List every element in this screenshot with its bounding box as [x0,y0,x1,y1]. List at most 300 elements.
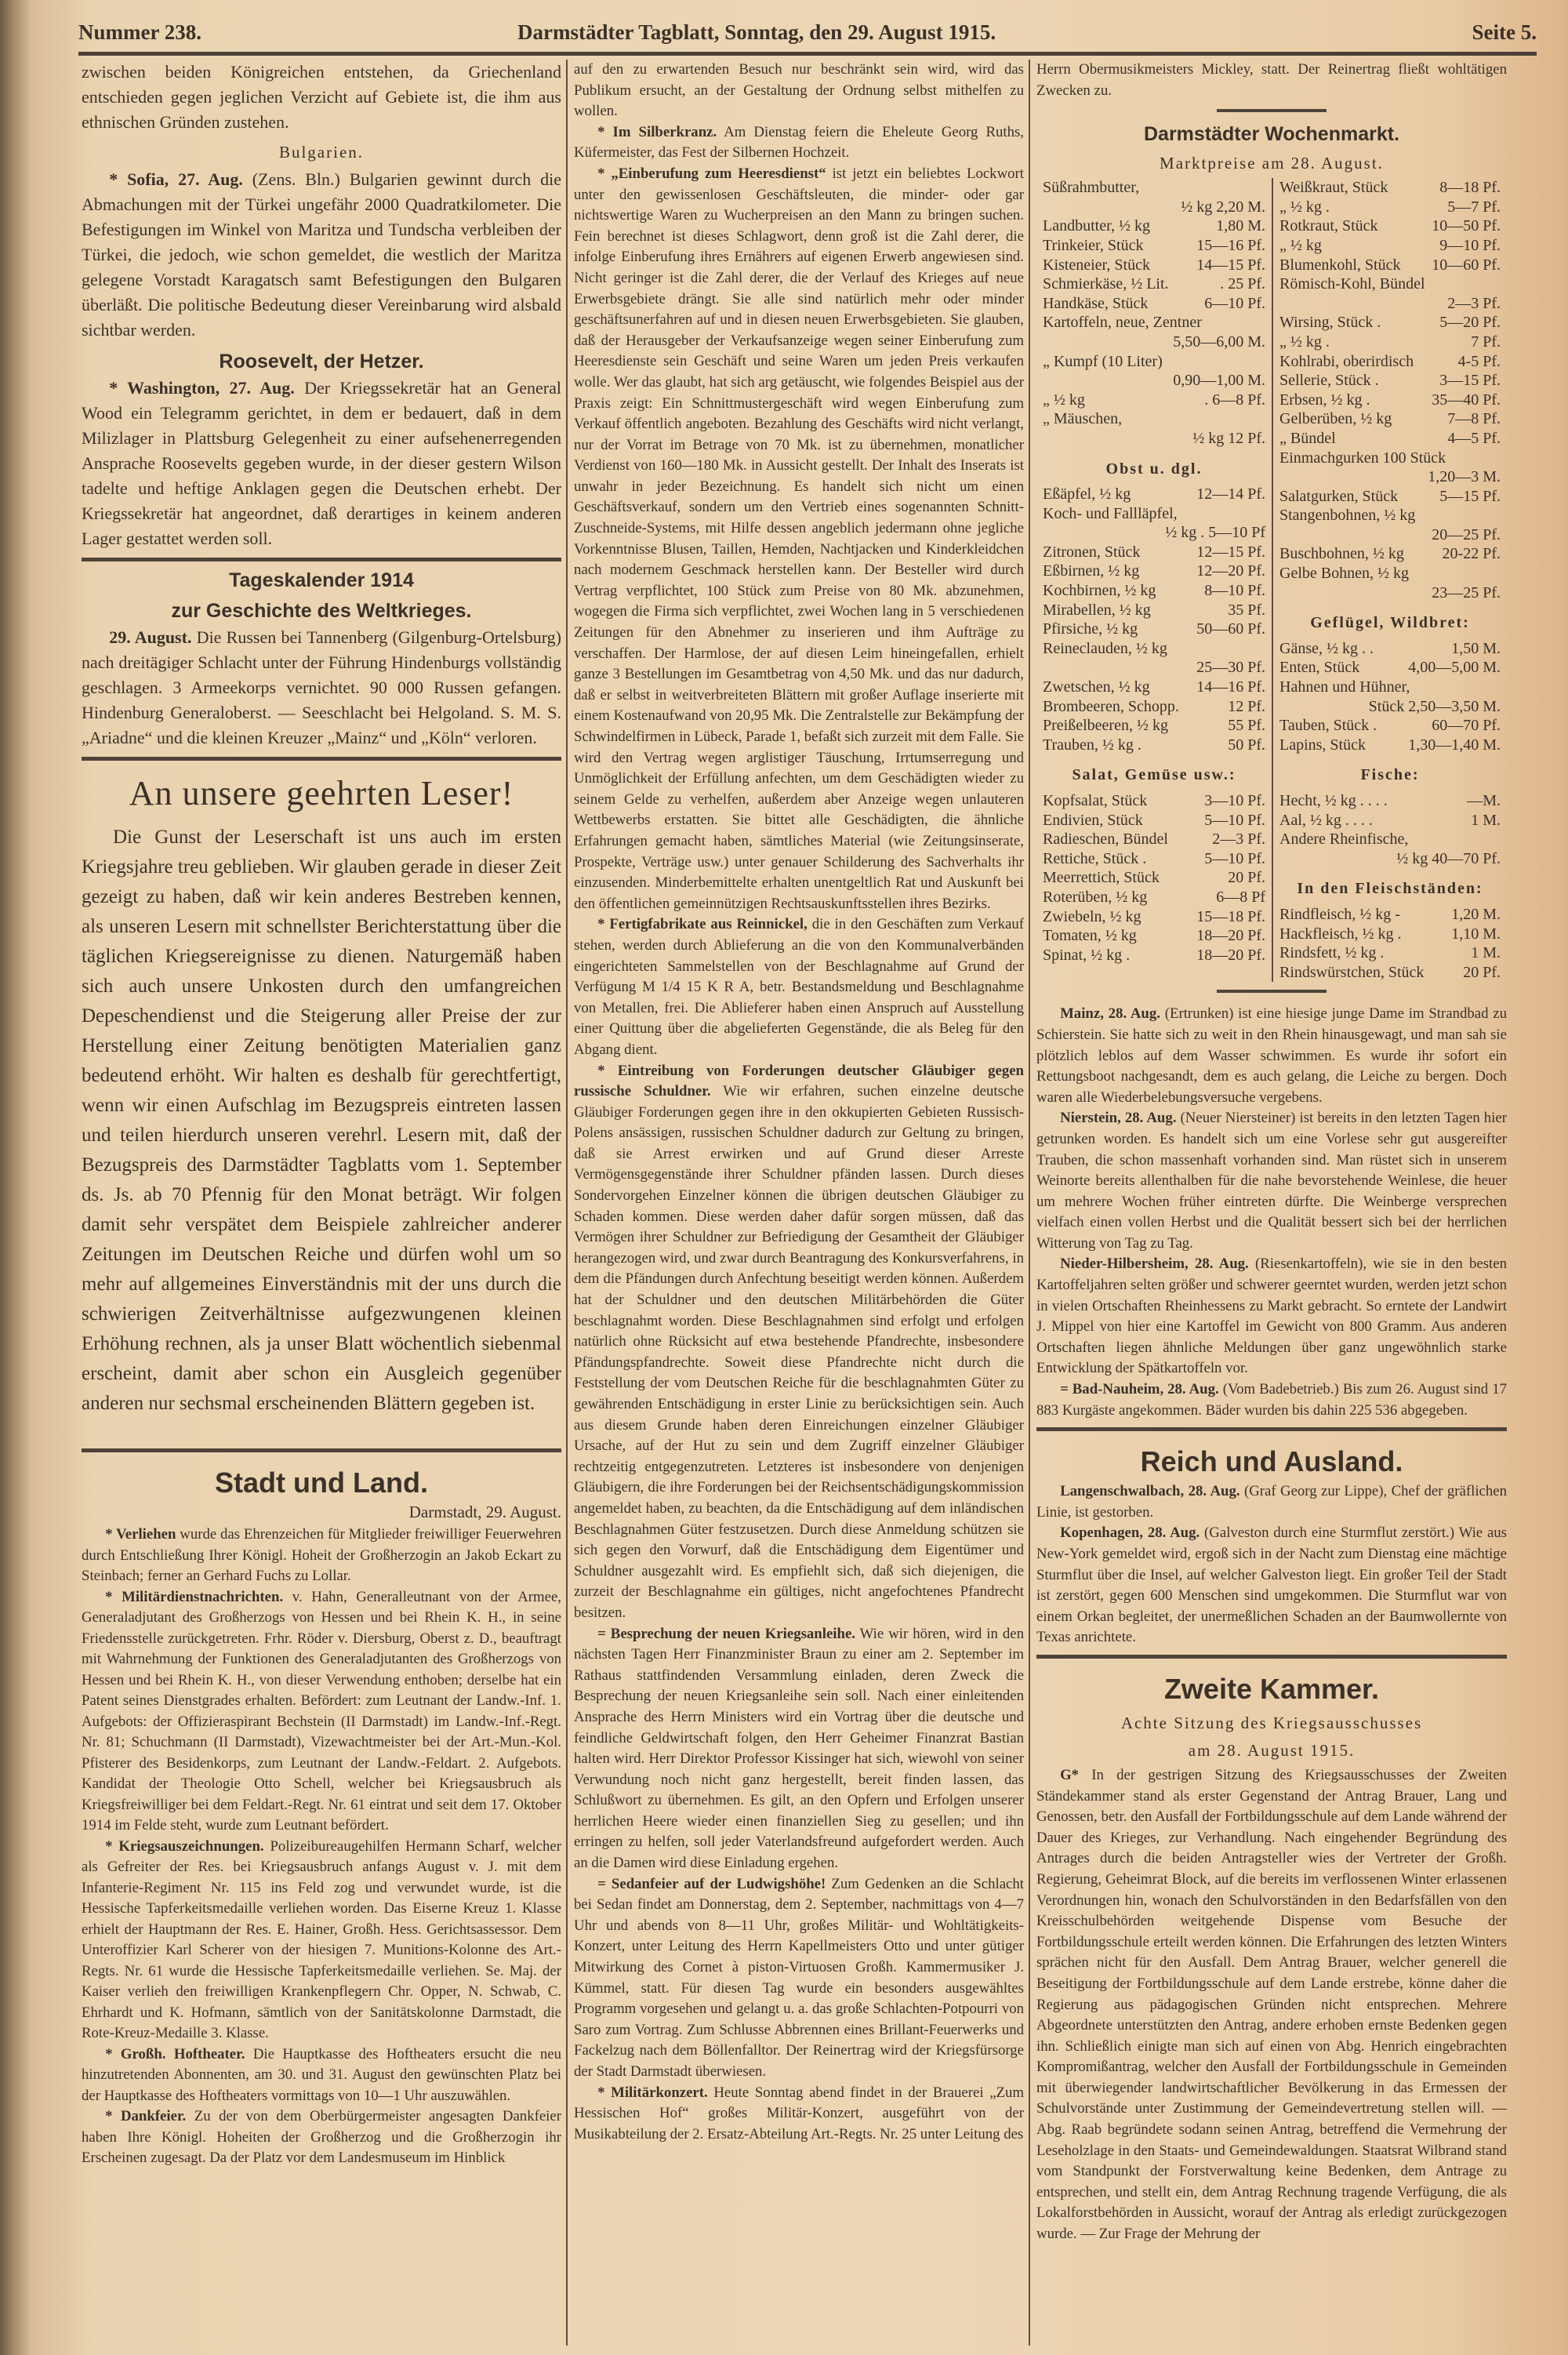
market-item: Eßbirnen, ½ kg [1043,562,1140,580]
market-price-row [1043,409,1265,429]
market-price-row [1279,198,1501,217]
paragraph-text [574,1624,1024,1874]
market-price: 7—8 Pf. [1447,410,1501,428]
market-price: Stück 2,50—3,50 M. [1368,697,1501,715]
page-number: Seite 5. [1472,20,1537,44]
market-item: Sellerie, Stück . [1279,372,1379,390]
market-item: Blumenkohl, Stück [1279,256,1401,274]
market-item: Salatgurken, Stück [1279,487,1399,505]
section-heading: An unsere geehrten Leser! [129,774,514,812]
section-heading: Darmstädter Wochenmarkt. [1143,123,1400,146]
article-body: Die Hauptkasse des Hoftheaters ersucht die neu hinzutretenden Abonnenten, am 30. und 31. August den gewünschten Platz bei der Hauptkasse des Hoftheaters vormittags von 10—1 Uhr auszuwählen. [82,2045,561,2104]
article-paragraph [574,60,1024,122]
market-price-row [1279,943,1501,963]
section-rule [82,757,561,761]
market-item: Lapins, Stück [1279,736,1366,754]
market-item: Preißelbeeren, ½ kg [1043,717,1168,735]
market-item: Tauben, Stück . [1279,717,1377,735]
market-item: Stangenbohnen, ½ kg [1279,507,1416,525]
paragraph-text [1036,1481,1507,1523]
market-price: 6—10 Pf. [1204,294,1265,312]
market-price-row [1043,236,1265,256]
article-paragraph [82,625,561,750]
market-price-row [1043,543,1265,562]
article-lead: * Eintreibung von Forderungen deutscher Gläubiger gegen russische Schuldner. [574,1062,1024,1100]
section-heading: Roosevelt, der Hetzer. [219,351,424,373]
market-price: 5—10 Pf. [1204,849,1265,867]
market-price: 18—20 Pf. [1196,927,1265,945]
market-price: 3—10 Pf. [1204,792,1265,809]
market-price-row [1279,564,1501,583]
market-item: Roterüben, ½ kg [1043,888,1148,906]
market-price-row [1043,178,1265,198]
paragraph-text [1036,60,1507,101]
section-rule [1036,1655,1507,1659]
article-paragraph [82,2044,561,2107]
market-price: 4,00—5,00 M. [1408,659,1501,677]
market-price: 1,50 M. [1451,639,1501,657]
market-price-row [1043,791,1265,811]
article-paragraph [574,1061,1024,1624]
article-body: Am Dienstag feiern die Eheleute Georg Ruths, Küfermeister, das Fest der Silbernen Hochzeit. [574,123,1025,162]
market-price: 20-22 Pf. [1442,545,1501,563]
market-item: „ ½ kg . [1279,333,1330,351]
article-body: (Galveston durch eine Sturmflut zerstört.) Wie aus New-York gemeldet wird, ergoß sich in der Nacht zum Dienstag eine mächtige Sturmflut über die Insel, auf welcher Galveston liegt. Ein großer Teil der Stadt ist zerstört, gegen 600 Menschen sind umgekommen. Die Sturmflut war von einem Orkan begleitet, der unermeßlichen Schaden an der Baumwollernte von Texas anrichtete. [1036,1525,1507,1646]
spacer [82,1419,561,1442]
article-paragraph [1036,1108,1507,1254]
market-price-row [1043,429,1265,449]
market-price-row [1279,409,1501,429]
paragraph-text [1036,1108,1507,1254]
article-body: Die Gunst der Leserschaft ist uns auch im ersten Kriegsjahre treu geblieben. Wir glauben gerade in dieser Zeit gezeigt zu haben, daß wir kein anderes Bestreben kennen, als unseren Lesern mit schnellster Berichterstattung über die täglichen Kriegsereignisse zu dienen. Naturgemäß haben sich auch unsere Unkosten durch den umfangreichen Depeschendienst und die Steigerung aller Preise der zur Herstellung einer Zeitung benötigten Materialien ganz bedeutend erhöht. Wir halten es deshalb für gerechtfertigt, wenn wir einen Aufschlag im Bezugspreis eintreten lassen und teilen hierdurch unseren verehrl. Lesern mit, daß der Bezugspreis des Darmstädter Tagblatts vom 1. September ds. Js. ab 70 Pfennig für den Monat beträgt. Wir folgen damit sehr verspätet dem Beispiele zahlreicher anderer Zeitungen im Deutschen Reiche und dürfen wohl um so mehr auf allgemeines Einverständnis mit der uns durch die schwierigen Zeitverhältnisse aufgezwungenen kleinen Erhöhung rechnen, als ja unser Blatt wöchentlich siebenmal erscheint, damit aber schon ein Ausgleich gegenüber anderen nur sechsmal erscheinenden Blättern gegeben ist. [82,827,561,1414]
article-paragraph [574,914,1024,1060]
paragraph-text [574,122,1024,164]
article-body: (Zens. Bln.) Bulgarien gewinnt durch die Abmachungen mit der Türkei ungefähr 2000 Quadratkilometer. Die Befestigungen im Winkel von Maritza und Tundscha verbleiben der Türkei, die jedoch, wie schon gemeldet, die westlich der Maritza gelegene Vorstadt Karagatsch samt Befestigungen den Bulgaren überläßt. Die politische Bedeutung dieser Vereinbarung wird alsbald sichtbar werden. [82,169,561,340]
article-body: (Graf Georg zur Lippe), Chef der gräflichen Linie, ist gestorben. [1036,1483,1507,1521]
article-lead: * Fertigfabrikate aus Reinnickel, [597,916,808,933]
market-price-row [1043,811,1265,830]
market-category-heading: Fische: [1360,766,1420,784]
section-heading: Stadt und Land. [215,1466,428,1499]
market-price: ½ kg 2,20 M. [1181,198,1265,216]
market-price: 12—20 Pf. [1196,562,1265,580]
column-divider [1029,60,1030,2346]
market-price: 1,20 M. [1451,905,1501,923]
market-item: Spinat, ½ kg . [1043,946,1131,964]
market-price-row [1043,926,1265,946]
market-price: ½ kg 40—70 Pf. [1396,849,1501,867]
paragraph-text [574,1874,1024,2083]
market-price: —M. [1467,792,1501,809]
market-price-row [1279,294,1501,314]
market-item: „ Kumpf (10 Liter) [1043,352,1163,370]
market-item: Rotkraut, Stück [1279,217,1378,235]
market-category-heading: Salat, Gemüse usw.: [1072,766,1236,784]
article-lead: * Dankfeier. [105,2108,187,2124]
article-lead: * Militärdienstnachrichten. [105,1588,284,1605]
market-subcolumn [1272,178,1507,982]
market-price: 5—15 Pf. [1439,487,1501,505]
market-price-row [1043,678,1265,697]
market-category-heading: Geflügel, Wildbret: [1310,614,1470,632]
market-price: 20 Pf. [1228,869,1265,887]
market-price: 50 Pf. [1228,736,1265,754]
market-price: 12—15 Pf. [1196,543,1265,561]
market-price: 8—10 Pf. [1204,582,1265,600]
paragraph-text [1036,1254,1507,1379]
market-price-row [1043,868,1265,888]
article-lead: = Besprechung der neuen Kriegsanleihe. [597,1625,855,1642]
article-body: Wie wir erfahren, suchen einzelne deutsche Gläubiger Forderungen gegen ihre in den okkupierten Gebieten Russisch-Polens ansässigen, russischen Schuldner dadurch zur Geltung zu bringen, daß sie Arrest erwirken und auf Grund dieser Arreste Vermögensgegenstände ihrer Schuldner pfänden lassen. Durch dieses Sondervorgehen Einzelner können die übrigen deutschen Gläubiger zu Schaden kommen. Diese werden daher dafür sorgen müssen, daß das Vermögen ihrer Schuldner zur Befriedigung der Gesamtheit der Gläubiger herangezogen wird, und zwar durch Beantragung des Konkursverfahrens, in dem die Pfändungen durch Anfechtung beseitigt werden können. Außerdem hat der Schuldner und den deutschen Militärbehörden die Güter beschlagnahmt worden. Diese Beschlagnahmen sind erfolgt und erfolgen natürlich ohne Rücksicht auf etwa bestehende Pfandrechte, insbesondere Pfändungspfandrechte. Soweit diese Pfandrechte nicht durch die Feststellung der vom Deutschen Reiche für die beschlagnahmten Güter zu gewährenden Entschädigung in erster Linie zu berücksichtigen sein. Auch aus diesem Grunde haben deren Einreichungen einzelner Gläubiger Ursache, auf der Hut zu sein und dem Zugriff einzelner Gläubiger rechtzeitig entgegenzutreten. Letzteres ist insbesondere von denjenigen Gläubigern, die ihre Forderungen bei der Reichsentschädigungskommission angemeldet haben, zu beachten, da die Entschädigung auf dem inländischen Beschlagnahmen Güter festzusetzen. Durch diese Anmeldung schützen sie sich gegen den Vorwurf, daß die Entschädigung dem Eigentümer und Schuldner ausgezahlt wird. Es empfiehlt sich, daß sich diejenigen, die zurzeit der Beschlagnahme ein gültiges, nicht angefochtenes Pfandrecht besitzen. [574,1083,1024,1621]
market-price: 4-5 Pf. [1457,352,1501,370]
market-price-table [1036,178,1507,982]
section-heading: Marktpreise am 28. August. [1160,154,1384,173]
issue-number: Nummer 238. [78,20,201,44]
market-item: Aal, ½ kg . . . . [1279,811,1373,829]
article-paragraph [82,823,561,1419]
market-price-row [1043,294,1265,314]
market-item: Handkäse, Stück [1043,294,1149,312]
market-price-row [1043,888,1265,907]
market-price-row [1043,736,1265,755]
market-price: 7 Pf. [1471,333,1501,351]
market-price: 1,10 M. [1451,925,1501,943]
article-paragraph [574,2083,1024,2146]
article-lead: * Kriegsauszeichnungen. [105,1837,264,1855]
market-price-row [1043,581,1265,601]
market-price-row [1279,256,1501,275]
paragraph-text [82,60,561,135]
market-price: 12 Pf. [1228,697,1265,715]
article-body: zwischen beiden Königreichen entstehen, da Griechenland entschieden gegen jeglichen Verzicht auf Gebiete ist, die ihm aus ethnischen Gründen zustehen. [82,62,561,132]
market-item: Endivien, Stück [1043,811,1143,829]
market-item: Schmierkäse, ½ Lit. [1043,275,1169,293]
market-item: Brombeeren, Schopp. [1043,697,1179,715]
market-price: 6—8 Pf [1216,888,1265,906]
market-price-row [1279,178,1501,198]
market-price-row [1279,371,1501,391]
market-item: Eßäpfel, ½ kg [1043,485,1131,503]
market-subcolumn [1036,178,1272,982]
paragraph-text [1036,1523,1507,1648]
article-paragraph [1036,1004,1507,1108]
market-price: 1,80 M. [1216,217,1265,235]
market-item: Einmachgurken 100 Stück [1279,449,1446,467]
market-item: Koch- und Fallläpfel, [1043,504,1178,522]
market-item: Enten, Stück [1279,659,1360,677]
market-price-row [1043,601,1265,620]
market-price-row [1043,561,1265,581]
short-divider [1217,109,1327,112]
market-item: Gelberüben, ½ kg [1279,410,1392,428]
article-body: Herrn Obermusikmeisters Mickley, statt. Der Reinertrag fließt wohltätigen Zwecken zu. [1036,61,1507,99]
market-item: „ Mäuschen, [1043,410,1123,428]
article-lead: Langenschwalbach, 28. Aug. [1060,1483,1240,1500]
market-price-row [1279,658,1501,678]
market-price: 1 M. [1471,944,1501,962]
market-price-row [1043,198,1265,217]
market-item: Rettiche, Stück . [1043,849,1147,867]
market-item: Kartoffeln, neue, Zentner [1043,314,1202,332]
market-price-row [1043,256,1265,275]
market-price-row [1279,736,1501,755]
market-price: 1,20—3 M. [1428,468,1501,486]
market-price-row [1279,963,1501,983]
market-price-row [1043,352,1265,372]
market-price-row [1279,313,1501,333]
article-paragraph [1036,1481,1507,1523]
market-price-row [1279,849,1501,869]
market-price-row [1043,946,1265,965]
paragraph-text [82,2106,561,2169]
market-price-row [1279,544,1501,564]
market-item: Wirsing, Stück . [1279,314,1381,332]
paragraph-text [82,2044,561,2107]
article-paragraph [82,1837,561,2044]
market-price-row [1043,658,1265,678]
market-price: ½ kg 12 Pf. [1192,429,1265,447]
paragraph-text [82,1837,561,2044]
market-price: 5,50—6,00 M. [1173,333,1265,351]
market-item: Meerrettich, Stück [1043,869,1160,887]
market-price: 20 Pf. [1463,963,1501,981]
market-price-row [1279,811,1501,830]
article-lead: * Großh. Hoftheater. [105,2045,245,2062]
market-item: „ ½ kg . [1279,198,1330,216]
market-price-row [1279,506,1501,525]
article-body: Die Russen bei Tannenberg (Gilgenburg-Ortelsburg) nach dreitägiger Schlacht unter der Führung Hindenburgs vollständig geschlagen. 3 Armeekorps vernichtet. 90 000 Russen gefangen. Hindenburg Generaloberst. — Seeschlacht bei Helgoland. S. M. S. „Ariadne“ und die kleinen Kreuzer „Mainz“ und „Köln“ verloren. [82,627,561,747]
market-price-row [1043,313,1265,333]
paragraph-text [1036,1004,1507,1108]
market-price-row [1043,697,1265,717]
column-divider [566,60,568,2346]
market-price-row [1043,485,1265,504]
market-item: Landbutter, ½ kg [1043,217,1150,235]
market-item: Trinkeier, Stück [1043,236,1144,254]
article-body: wurde das Ehrenzeichen für Mitglieder freiwilliger Feuerwehren durch Entschließung Ihrer Königl. Hoheit der Großherzogin an Jakob Eckart zu Steinbach; ferner an Gerhard Fuchs zu Lollar. [82,1526,561,1584]
article-body: (Neuer Niersteiner) ist bereits in den letzten Tagen hier getrunken worden. Es handelt sich um eine Vorlese sehr gut ausgereifter Trauben, die schon massenhaft vorhanden sind. Man rüstet sich in unserem Weinorte bereits allenthalben für die nahe bevorstehende Weinlese, die heuer um mehrere Wochen früher eintreten dürfte. Die Weinberge versprechen vielfach einen vollen Herbst und die Qualität bessert sich bei der herrlichen Witterung von Tag zu Tag. [1036,1110,1507,1252]
section-heading: am 28. August 1915. [1188,1740,1356,1760]
market-price-row [1279,925,1501,944]
column-left [82,60,561,2169]
article-lead: Mainz, 28. Aug. [1060,1005,1160,1023]
short-divider [1217,990,1327,993]
market-item: Süßrahmbutter, [1043,179,1140,197]
market-item: Buschbohnen, ½ kg [1279,545,1404,563]
market-price-row [1043,523,1265,543]
article-paragraph [1036,1765,1507,2245]
article-paragraph [1036,1254,1507,1379]
market-price: 2—3 Pf. [1447,294,1501,312]
market-price: 50—60 Pf. [1196,620,1265,638]
market-item: Zitronen, Stück [1043,543,1141,561]
market-price: . 25 Pf. [1220,275,1265,293]
article-paragraph [82,1587,561,1837]
market-price-row [1279,791,1501,811]
market-item: Weißkraut, Stück [1279,179,1388,197]
market-item: Zwiebeln, ½ kg [1043,907,1142,925]
paragraph-text [574,60,1024,122]
market-item: Andere Rheinfische, [1279,830,1409,849]
market-price: 5—10 Pf. [1204,811,1265,829]
market-price: 1 M. [1471,811,1501,829]
market-price: 3—15 Pf. [1439,372,1501,390]
market-price: 9—10 Pf. [1439,236,1501,254]
market-item: Erbsen, ½ kg . [1279,391,1370,409]
article-lead: G* [1060,1766,1080,1783]
market-price-row [1043,371,1265,391]
article-lead: * Militärkonzert. [597,2084,708,2101]
market-item: Rindfleisch, ½ kg - [1279,905,1400,923]
market-price: 4—5 Pf. [1447,429,1501,447]
market-item: „ Bündel [1279,429,1336,447]
article-body: Wie wir hören, wird in den nächsten Tagen Herr Finanzminister Braun zu einer am 2. September im Rathaus stattfindenden Versammlung einladen, deren Zweck die Besprechung der neuen Kriegsanleihe sein soll. Nach einer einleitenden Ansprache des Herrn Ministers wird ein Vortrag über die deutsche und feindliche Geldwirtschaft folgen, den Herr Geheimer Finanzrat Bastian halten wird. Herr Direktor Professor Kissinger hat sich, wiewohl von seiner Verwundung noch nicht ganz hergestellt, bereit finden lassen, das Schlußwort zu übernehmen. Es gilt, an den Opfern und Erfolgen unserer herrlichen Heere wieder einen finanziellen Sieg zu gesellen; und ihn erringen zu helfen, soll jeder Vaterlandsfreund aufgefordert werden. Auch an die Damen wird diese Einladung ergehen. [574,1625,1024,1872]
market-price-row [1279,429,1501,449]
market-price-row [1279,449,1501,468]
market-price-row [1279,487,1501,507]
market-price-row [1279,639,1501,659]
article-paragraph [82,1525,561,1587]
market-price: 10—50 Pf. [1432,217,1501,235]
article-paragraph [574,1874,1024,2083]
market-price-row [1279,391,1501,410]
paragraph-text [82,376,561,551]
market-item: Mirabellen, ½ kg [1043,601,1151,619]
article-lead: * „Einberufung zum Heeresdienst“ [597,165,826,182]
masthead-rule [78,52,1537,56]
market-price-row [1043,620,1265,639]
section-heading: Bulgarien. [278,143,365,162]
market-price: 18—20 Pf. [1196,946,1265,964]
paragraph-text [82,167,561,343]
article-body: Zu der von dem Oberbürgermeister angesagten Dankfeier haben Ihre Königl. Hoheiten der Großherzog und die Großherzogin ihr Erscheinen zugesagt. Da der Platz vor dem Landesmuseum im Hinblick [82,2108,561,2166]
market-price-row [1043,391,1265,410]
market-price-row [1279,583,1501,603]
article-lead: 29. August. [109,627,192,647]
paragraph-text [574,164,1024,914]
market-price-row [1043,333,1265,352]
column-right [1036,60,1507,2245]
article-lead: = Sedanfeier auf der Ludwigshöhe! [597,1875,826,1892]
market-item: Reineclauden, ½ kg [1043,639,1167,657]
paragraph-text [82,1587,561,1837]
section-rule [82,558,561,561]
paragraph-text [1036,1379,1507,1421]
market-item: „ ½ kg [1279,236,1322,254]
market-price: 1,30—1,40 M. [1408,736,1501,754]
market-item: Kisteneier, Stück [1043,256,1150,274]
market-price: 23—25 Pf. [1432,583,1501,601]
market-price: . 6—8 Pf. [1204,391,1265,409]
section-rule [82,1448,561,1452]
paragraph-text [82,625,561,750]
market-price: 14—15 Pf. [1196,256,1265,274]
market-price: 35—40 Pf. [1432,391,1501,409]
market-item: Hahnen und Hühner, [1279,678,1410,696]
article-body: Der Kriegssekretär hat an General Wood ein Telegramm gerichtet, in dem er bedauert, daß in dem Milizlager in Plattsburg Gelegenheit zu einer aufsehenerregenden Ansprache Roosevelts gegeben wurde, in der dieser gestern Wilson tadelte und heftige Anklagen gegen die Deutschen erhebt. Der Kriegssekretär hat angeordnet, daß derartiges in keinem anderen Lager gestattet werden soll. [82,378,561,548]
market-price-row [1043,639,1265,659]
article-body: (Vom Badebetrieb.) Bis zum 26. August sind 17 883 Kurgäste angekommen. Bäder wurden bis dahin 225 536 abgegeben. [1036,1381,1507,1419]
market-price: 8—18 Pf. [1439,179,1501,197]
article-lead: * Washington, 27. Aug. [109,378,295,398]
market-price-row [1279,274,1501,294]
market-price-row [1043,216,1265,236]
paragraph-text [574,2083,1024,2146]
article-paragraph [1036,1523,1507,1648]
market-price: 10—60 Pf. [1432,256,1501,274]
market-price-row [1279,697,1501,717]
article-lead: Nierstein, 28. Aug. [1060,1110,1177,1127]
section-heading: Reich und Ausland. [1140,1445,1403,1478]
market-price-row [1279,216,1501,236]
market-item: Römisch-Kohl, Bündel [1279,275,1425,293]
market-item: Radieschen, Bündel [1043,830,1168,849]
market-price: 5—20 Pf. [1439,314,1501,332]
article-lead: * Im Silberkranz. [597,123,717,140]
market-item: Kopfsalat, Stück [1043,792,1148,809]
column-middle [574,60,1024,2145]
market-item: Trauben, ½ kg . [1043,736,1142,754]
market-price: 60—70 Pf. [1432,717,1501,735]
market-price: 20—25 Pf. [1432,525,1501,543]
section-heading: Zweite Kammer. [1163,1672,1380,1705]
market-price: 15—18 Pf. [1196,907,1265,925]
article-body: Zum Gedenken an die Schlacht bei Sedan findet am Donnerstag, dem 2. September, nachmittags von 4—7 Uhr und abends von 8—11 Uhr, großes Militär- und Wohltätigkeits-Konzert, unter Leitung des Herrn Kapellmeisters Otto und unter gütiger Mitwirkung des Cornet à piston-Virtuosen Großh. Kammermusiker J. Kümmel, statt. Für diesen Tag wurde ein besonders ausgewähltes Programm vorgesehen und gelangt u. a. das große Schlachten-Potpourri von Saro zum Vortrag. Zum Schlusse Abbrennen eines Brillant-Feuerwerks und Fackelzug nach dem Böllenfalltor. Der Reinertrag wird der Kriegsfürsorge der Stadt Darmstadt überwiesen. [574,1875,1024,2080]
market-price: 35 Pf. [1228,601,1265,619]
market-price-row [1279,333,1501,352]
article-body: (Riesenkartoffeln), wie sie in den besten Kartoffeljahren selten größer und schwerer geerntet wurden, werden jetzt schon in vielen Ortschaften Rheinhessens zu Markt gebracht. So erntete der Landwirt J. Mippel von hier eine Kartoffel im Gewicht von 800 Gramm. Aus anderen Ortschaften liegen ähnliche Meldungen über ganz ungewöhnlich starke Entwicklung der Spätkartoffeln vor. [1036,1256,1507,1377]
article-paragraph [82,2106,561,2169]
article-body: die in den Geschäften zum Verkauf stehen, werden durch Ablieferung an die von den Kommunalverbänden eingerichteten Sammelstellen von der Beschlagnahme auf Grund der Verfügung M 1/4 15 K R A, betr. Bestandsmeldung und Beschlagnahme von Metallen, frei. Die Ablieferer haben einen Anspruch auf Ausstellung einer Quittung über die abgelieferten Gegenstände, die als Beleg für den Abgang dient. [574,916,1024,1058]
paragraph-text [82,823,561,1419]
article-body: ist jetzt ein beliebtes Lockwort unter den gewissenlosen Geschäftsleuten, die minder- oder gar nichtswertige Waren zu Wucherpreisen an den Mann zu bringen suchen. Fein berechnet ist dieses Schlagwort, denn groß ist die Zahl derer, die infolge Einberufung ihres Ernährers auf eigenen Erwerb angewiesen sind. Nicht geringer ist die Zahl derer, die der Verlauf des Krieges auf neue Erwerbsgebiete drängt. Sie alle sind natürlich mehr oder minder geschäftsunerfahren auf und in diesen neuen Erwerbsgebieten. Sie glauben, daß der Herausgeber der Verkaufsanzeige wegen seiner Einberufung zum Heeresdienste sein Geschäft und seine Waren um jeden Preis verkaufen wolle. Wer das glaubt, hat sich arg getäuscht, wie folgendes Beispiel aus der Praxis zeigt: Ein Schnittmustergeschäft wird wegen Einberufung zum Verkauf öffentlich angeboten. Bezahlung des Geschäfts wird nicht verlangt, nur der Vorrat im Betrage von 70 Mk. ist zu übernehmen, monatlicher Verdienst von 160—180 Mk. in Aussicht gestellt. Der Inhalt des Inserats ist unwahr in jeder Bezeichnung. Es handelt sich nicht um einen Geschäftsverkauf, sondern um den Vertrieb eines sogenannten Schnitt-Zuschneide-Systems, mit Hilfe dessen angeblich jedermann ohne jegliche Vorkenntnisse Blusen, Taillen, Hemden, Nachtjacken und Kinderkleidchen nach modernem Geschmack herstellen kann. Der Besteller wird durch Vertrag verpflichtet, 100 Stück zum Preise von 80 Mk. abzunehmen, wogegen die Firma sich verpflichtet, zwei Wochen lang in 5 verschiedenen Zeitungen für den Abnehmer zu inserieren und ihm Aufträge zu verschaffen. Der Harmlose, der auf diesen Leim hineingefallen, erhielt ganze 3 Bestellungen im Gesamtbetrag von 4,50 Mk. und das nur dadurch, daß er selbst in weitverbreiteten Blättern mit großer Auflage inserierte mit einem Kostenaufwand von 20,95 Mk. Die Zentralstelle zur Bekämpfung der Schwindelfirmen in Lübeck, Parade 1, befaßt sich zurzeit mit dem Falle. Sie wird den Vertrag wegen arglistiger Täuschung, Irrtumserregung und Unmöglichkeit der Erfüllung anfechten, um dem Geschädigten wieder zu seinem Gelde zu verhelfen, außerdem aber Anzeige wegen unlauteren Wettbewerbs erstatten. Sie bittet alle Geschädigten, die ähnliche Erfahrungen gemacht haben, sämtliches Material (wie Zeitungsinserate, Prospekte, Verträge usw.) unter genauer Schilderung des Sachverhalts ihr einzusenden. Minderbemittelte erhalten unentgeltlich Rat und Auskunft bei den öffentlichen gemeinnützigen Rechtsauskunftsstellen ihres Bezirks. [574,165,1024,912]
article-body: In der gestrigen Sitzung des Kriegsausschusses der Zweiten Ständekammer stand als erster Gegenstand der Antrag Brauer, Lang und Genossen, betr. den Ausfall der Fortbildungsschule auf dem Lande während der Dauer des Krieges, zur Verhandlung. Nach eingehender Begründung des Antrages durch die beiden Antragsteller wies der Vertreter der Großh. Regierung, Geheimrat Block, auf die bereits im verflossenen Winter erlassenen Verordnungen hin, wonach den Schulvorständen in den Bedarfsfällen von den Kreisschulbehörden weitgehende Dispense vom Besuche der Fortbildungsschule erteilt werden können. Die Erfahrungen des letzten Winters sprächen nicht für den Ausfall. Dem Antrag Brauer, welcher generell die Beseitigung der Fortbildungsschule auf dem Lande erstrebe, könne daher die Regierung aus pädagogischen Gründen nicht entsprechen. Mehrere Abgeordnete unterstützten den Antrag, andere erhoben ernste Bedenken gegen ihn. Schließlich einigte man sich auf einen von Abg. Henrich eingebrachten Kompromißantrag, welcher den Ausfall der Fortbildungsschule in Gemeinden mit überwiegender landwirtschaftlicher Bevölkerung in das Ermessen der Schulvorstände unter Zustimmung der Gemeindevertretung stellen will. — Abg. Raab begründete sodann seinen Antrag, betreffend die Vermehrung der Leseholzlage in den Staats- und Gemeindewaldungen. Staatsrat Wilbrand stand vom Standpunkt der Forstverwaltung keine Bedenken, dem Antrage zu entsprechen, und stellt ein, dem Antrag Rechnung tragende Verfügung, die als Lokalforstbehörden in Aussicht, worauf der Antrag als erledigt zurückgezogen wurde. — Zur Frage der Mehrung der [1036,1766,1507,2243]
market-price-row [1279,467,1501,487]
dateline: Darmstadt, 29. August. [408,1503,561,1521]
article-lead: * Verliehen [105,1526,176,1543]
market-price: 5—7 Pf. [1447,198,1501,216]
article-lead: Nieder-Hilbersheim, 28. Aug. [1060,1256,1249,1273]
paragraph-text [82,1525,561,1587]
market-price-row [1043,830,1265,849]
article-body: v. Hahn, Generalleutnant von der Armee, Generaladjutant des Großherzogs von Hessen und bei Rhein K. H., in seine Friedensstelle zurückgetreten. Frhr. Röder v. Diersburg, Oberst z. D., beauftragt mit Wahrnehmung der Funktionen des Generaladjutanten des Großherzogs von Hessen und bei Rhein K. H., von dieser Verwendung enthoben; derselbe hat ein Patent seines Dienstgrades erhalten. Befördert: zum Leutnant der Landw.-Inf. 1. Aufgebots: der Offizieraspirant Bechstein (II Darmstadt) im Landw.-Inf.-Regt. Nr. 81; Schuchmann (II Darmstadt), Vizewachtmeister bei der Art.-Mun.-Kol. Pfisterer des Besidenkorps, zum Leutnant der Landw.-Feldart. 2. Aufgebots. Kandidat der Theologie Otto Schell, welcher bei Kriegsausbruch als Kriegsfreiwilliger bei dem Feldart.-Regt. Nr. 61 eintrat und seit dem 17. Oktober 1914 im Felde steht, wurde zum Leutnant befördert. [82,1588,561,1833]
market-item: Hackfleisch, ½ kg . [1279,925,1402,943]
market-category-heading: In den Fleischständen: [1297,880,1483,898]
market-price: 25—30 Pf. [1196,659,1265,677]
article-body: auf den zu erwartenden Besuch nur beschränkt sein wird, wird das Publikum ersucht, an der Gestaltung der Ordnung selbst mithelfen zu wollen. [574,61,1024,120]
market-item: Hecht, ½ kg . . . . [1279,792,1388,809]
section-rule [1036,1427,1507,1431]
paragraph-text [574,914,1024,1060]
market-price-row [1279,905,1501,925]
market-price: 14—16 Pf. [1196,678,1265,696]
market-item: Tomaten, ½ kg [1043,927,1137,945]
article-paragraph [82,60,561,135]
market-item: Rindswürstchen, Stück [1279,963,1425,981]
paragraph-text [1036,1765,1507,2245]
article-body: Polizeibureaugehilfen Hermann Scharf, welcher als Gefreiter der Res. bei Kriegsausbruch anfangs August v. J. mit dem Infanterie-Regiment Nr. 115 ins Feld zog und verwundet wurde, ist die Hessische Tapferkeitsmedaille verliehen worden. Das Eiserne Kreuz 1. Klasse erhielt der Hauptmann der Res. E. Hainer, Großh. Hess. Gerichtsassessor. Dem Unteroffizier Karl Scherer von der hiesigen 7. Munitions-Kolonne des Art.-Regts. Nr. 61 wurde die Hessische Tapferkeitsmedaille verliehen. Se. Maj. der Kaiser verlieh den freiwilligen Krankenpflegern Chr. Opper, N. Schwab, C. Ehrhardt und K. Hofmann, sämtlich von der Sanitätskolonne Darmstadt, die Rote-Kreuz-Medaille 3. Klasse. [82,1837,561,2041]
section-heading: Tageskalender 1914 [229,569,414,591]
market-category-heading: Obst u. dgl. [1105,460,1203,478]
market-price: ½ kg . 5—10 Pf [1165,524,1265,542]
market-price: 2—3 Pf. [1212,830,1265,849]
market-item: Kochbirnen, ½ kg [1043,582,1156,600]
article-paragraph [82,376,561,551]
market-price-row [1279,678,1501,697]
article-paragraph [82,167,561,343]
article-paragraph [574,164,1024,914]
article-body: (Ertrunken) ist eine hiesige junge Dame im Strandbad zu Schierstein. Sie hatte sich zu weit in den Rhein hinausgewagt, und man sah sie plötzlich leblos auf dem Wasser schwimmen. Es wurde ihr sofort ein Rettungsboot nachgesandt, dem es auch gelang, die Leiche zu bergen. Doch waren alle Wiederbelebungsversuche vergebens. [1036,1005,1507,1106]
